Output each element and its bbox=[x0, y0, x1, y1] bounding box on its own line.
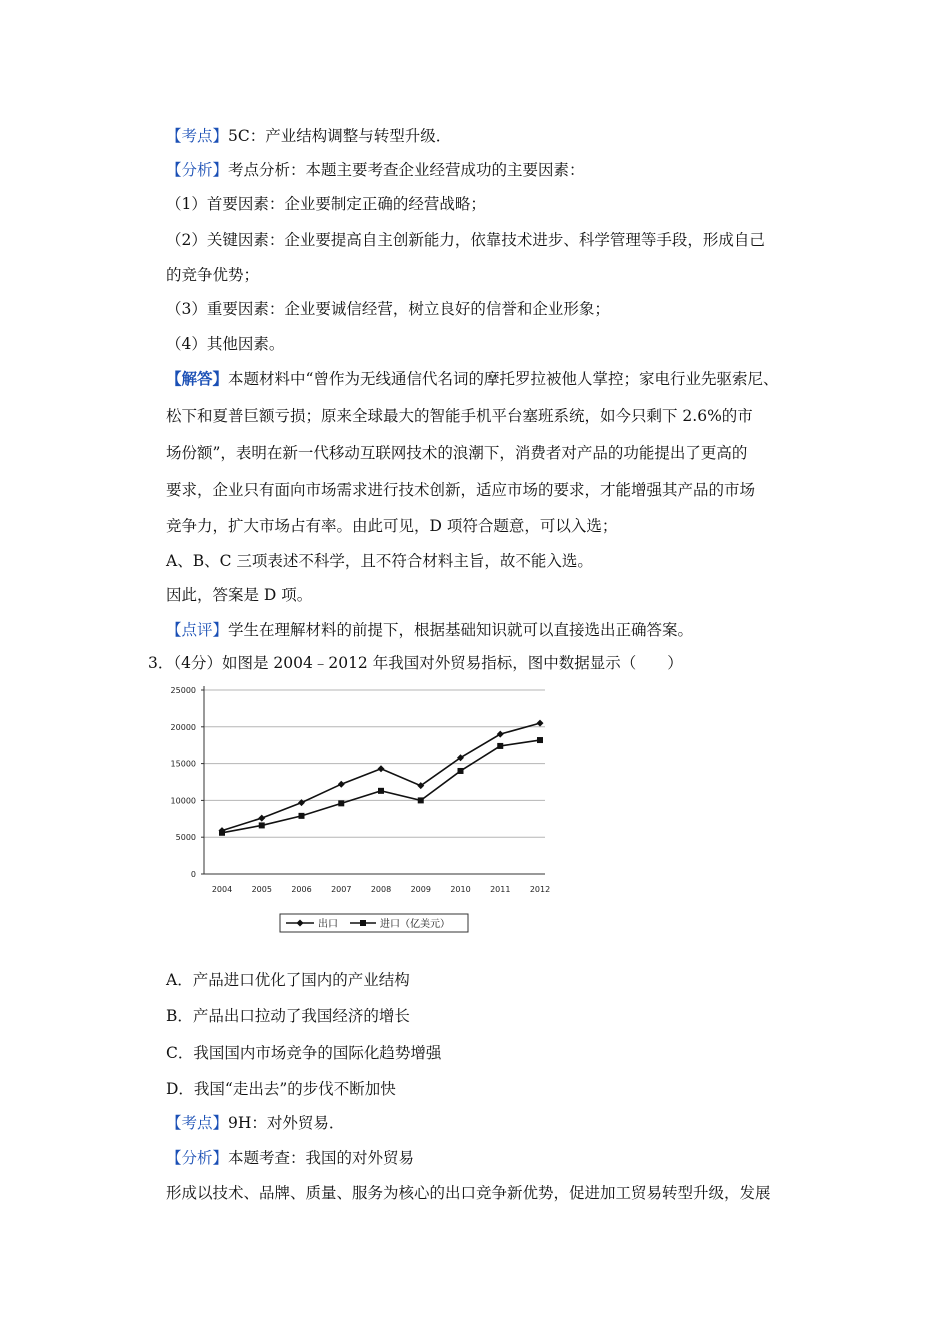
x-tick-label: 2012 bbox=[529, 885, 551, 894]
y-tick-label: 20000 bbox=[170, 722, 196, 732]
kaodian-tag: 【考点】 bbox=[166, 1114, 229, 1132]
x-tick-label: 2006 bbox=[291, 885, 312, 894]
legend-import-marker bbox=[360, 920, 366, 926]
kaodian-line-2 bbox=[166, 1113, 344, 1133]
option-a: A．产品进口优化了国内的产业结构 bbox=[166, 971, 410, 989]
factor-item: （3）重要因素：企业要诚信经营，树立良好的信誉和企业形象； bbox=[166, 300, 610, 318]
y-tick-label: 5000 bbox=[175, 833, 196, 843]
jieda-line: 因此，答案是 D 项。 bbox=[166, 586, 313, 604]
x-tick-label: 2004 bbox=[211, 885, 233, 894]
fenxi-line-2 bbox=[166, 1148, 414, 1168]
kaodian-text: 9H：对外贸易． bbox=[228, 1114, 345, 1132]
import-point bbox=[338, 800, 344, 806]
chart-x-ticks bbox=[212, 885, 550, 894]
import-point bbox=[259, 822, 265, 828]
y-tick-label: 15000 bbox=[170, 759, 196, 769]
x-tick-label: 2008 bbox=[370, 885, 392, 894]
import-point bbox=[537, 737, 543, 743]
kaodian-text: 5C：产业结构调整与转型升级． bbox=[228, 127, 452, 145]
import-point bbox=[219, 830, 225, 836]
chart-series bbox=[219, 720, 544, 836]
option-b: B．产品出口拉动了我国经济的增长 bbox=[166, 1007, 410, 1025]
fenxi-line-1 bbox=[166, 160, 585, 180]
fenxi-tag: 【分析】 bbox=[166, 1149, 229, 1167]
jieda-text: 本题材料中“曾作为无线通信代名词的摩托罗拉被他人掌控；家电行业先驱索尼、 bbox=[228, 370, 779, 388]
jieda-line: 要求，企业只有面向市场需求进行技术创新，适应市场的要求，才能增强其产品的市场 bbox=[166, 481, 756, 499]
jieda-line: 松下和夏普巨额亏损；原来全球最大的智能手机平台塞班系统，如今只剩下 2.6%的市 bbox=[166, 407, 753, 425]
export-point bbox=[338, 781, 345, 788]
x-tick-label: 2011 bbox=[490, 885, 511, 894]
kaodian-tag: 【考点】 bbox=[166, 127, 229, 145]
jieda-line: A、B、C 三项表述不科学，且不符合材料主旨，故不能入选。 bbox=[166, 552, 593, 570]
option-d: D．我国“走出去”的步伐不断加快 bbox=[166, 1080, 396, 1098]
legend-export-label: 出口 bbox=[318, 919, 338, 930]
series-line-export bbox=[222, 723, 540, 830]
y-tick-label: 0 bbox=[190, 870, 196, 879]
chart-y-ticks bbox=[171, 686, 196, 879]
import-point bbox=[497, 743, 503, 749]
x-tick-label: 2010 bbox=[450, 885, 471, 894]
dianping-text: 学生在理解材料的前提下，根据基础知识就可以直接选出正确答案。 bbox=[228, 621, 694, 639]
export-point bbox=[378, 765, 385, 772]
chart-axes bbox=[201, 686, 545, 874]
y-tick-label: 25000 bbox=[170, 686, 196, 695]
x-tick-label: 2005 bbox=[251, 885, 272, 894]
factor-item: 的竞争优势； bbox=[166, 266, 260, 284]
dianping-tag: 【点评】 bbox=[166, 621, 229, 639]
x-tick-label: 2007 bbox=[331, 885, 352, 894]
dianping-line bbox=[166, 620, 693, 640]
import-point bbox=[378, 788, 384, 794]
factor-item: （2）关键因素：企业要提高自主创新能力，依靠技术进步、科学管理等手段，形成自己 bbox=[166, 231, 765, 249]
fenxi-text: 考点分析：本题主要考查企业经营成功的主要因素： bbox=[228, 161, 585, 179]
jieda-line: 竞争力，扩大市场占有率。由此可见，D 项符合题意，可以入选； bbox=[166, 517, 618, 535]
import-point bbox=[418, 797, 424, 803]
chart-legend bbox=[280, 914, 468, 932]
legend-import-label: 进口（亿美元） bbox=[380, 919, 450, 930]
export-point bbox=[258, 815, 265, 822]
fenxi-text: 本题考查：我国的对外贸易 bbox=[228, 1149, 415, 1167]
kaodian-line-1 bbox=[166, 126, 451, 146]
series-line-import bbox=[222, 740, 540, 833]
y-tick-label: 10000 bbox=[170, 796, 196, 806]
fenxi-tag: 【分析】 bbox=[166, 161, 229, 179]
jieda-line-1 bbox=[166, 369, 778, 389]
chart-grid bbox=[204, 690, 545, 837]
factor-item: （1）首要因素：企业要制定正确的经营战略； bbox=[166, 195, 486, 213]
paragraph-line: 形成以技术、品牌、质量、服务为核心的出口竞争新优势，促进加工贸易转型升级，发展 bbox=[166, 1184, 771, 1202]
export-point bbox=[537, 720, 544, 727]
import-point bbox=[458, 768, 464, 774]
jieda-tag: 【解答】 bbox=[166, 369, 229, 388]
option-c: C．我国国内市场竞争的国际化趋势增强 bbox=[166, 1044, 442, 1062]
trade-line-chart bbox=[150, 680, 560, 942]
export-point bbox=[497, 731, 504, 738]
question-stem: 3．（4分）如图是 2004﹣2012 年我国对外贸易指标，图中数据显示（ ） bbox=[148, 654, 683, 672]
x-tick-label: 2009 bbox=[410, 885, 431, 894]
factor-item: （4）其他因素。 bbox=[166, 335, 285, 353]
import-point bbox=[299, 813, 305, 819]
jieda-line: 场份额”，表明在新一代移动互联网技术的浪潮下，消费者对产品的功能提出了更高的 bbox=[166, 444, 748, 462]
